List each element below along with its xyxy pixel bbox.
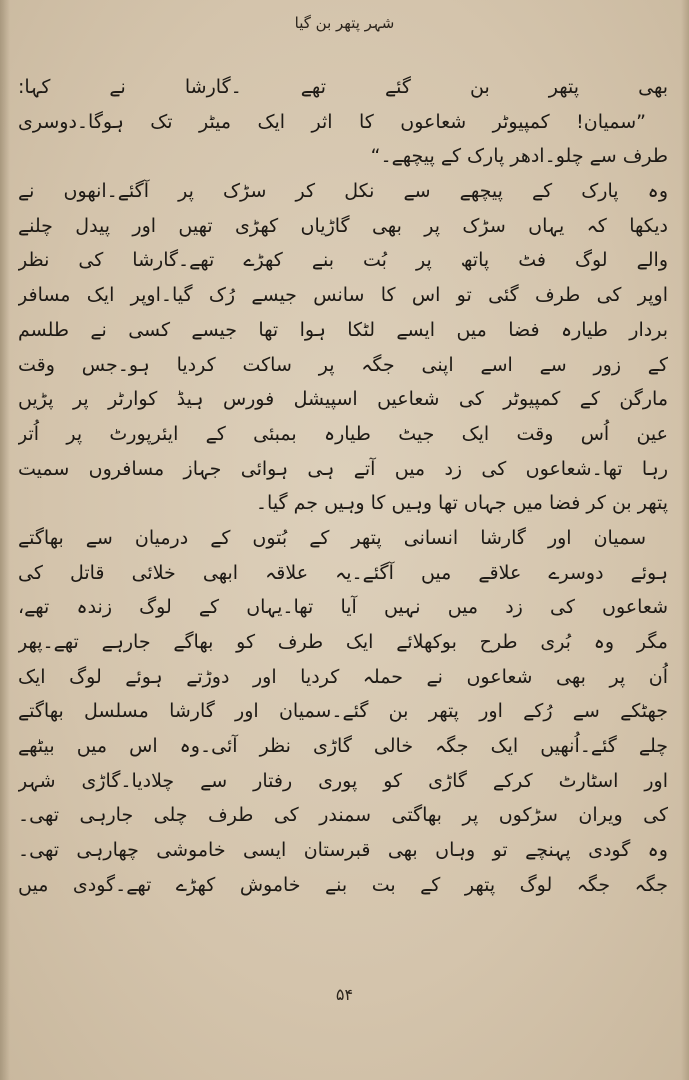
text-line: ”سمیان! کمپیوٹر شعاعوں کا اثر ایک میٹر تک ہوگا۔دوسری	[18, 110, 646, 133]
text-line: شعاعوں کی زد میں نہیں آیا تھا۔یہاں کے لوگ زندہ تھے،	[18, 596, 668, 619]
text-line: کے زور سے اسے اپنی جگہ پر ساکت کردیا ہو۔جس وقت	[18, 353, 668, 376]
text-line: اور اسٹارٹ کرکے گاڑی کو پوری رفتار سے چلادیا۔گاڑی شہر	[18, 769, 668, 792]
page-edge-shadow-right	[681, 0, 689, 1080]
page-number: ۵۴	[335, 985, 354, 1004]
body-text	[18, 70, 668, 975]
text-line: عین اُس وقت ایک جیٹ طیارہ بمبئی کے ایئرپورٹ پر اُتر	[18, 422, 668, 445]
text-line: طرف سے چلو۔ادھر پارک کے پیچھے۔“	[370, 145, 668, 168]
text-line: وہ گودی پہنچے تو وہاں بھی قبرستان ایسی خاموشی چھارہی تھی۔	[18, 839, 668, 862]
text-line: سمیان اور گارشا انسانی پتھر کے بُتوں کے درمیان سے بھاگتے	[18, 526, 646, 549]
text-line: بھی پتھر بن گئے تھے ۔گارشا نے کہا:	[18, 76, 668, 98]
text-line: والے لوگ فٹ پاتھ پر بُت بنے کھڑے تھے۔گارشا کی نظر	[18, 249, 668, 272]
text-line: بردار طیارہ فضا میں ایسے لٹکا ہوا تھا جیسے کسی نے طلسم	[18, 318, 668, 341]
running-head: شہر پتھر بن گیا	[294, 14, 395, 32]
text-line: اوپر کی طرف گئی تو اس کا سانس جیسے رُک گیا۔اوپر ایک مسافر	[18, 284, 668, 307]
text-line: دیکھا کہ یہاں سڑک پر بھی گاڑیاں کھڑی تھیں اور پیدل چلنے	[18, 214, 668, 237]
page-edge-shadow-left	[0, 0, 10, 1080]
text-line: اُن پر بھی شعاعوں نے حملہ کردیا اور دوڑتے ہوئے لوگ ایک	[18, 665, 668, 688]
text-line: مگر وہ بُری طرح بوکھلائے ایک طرف کو بھاگے جارہے تھے۔پھر	[18, 631, 668, 653]
text-line: وہ پارک کے پیچھے سے نکل کر سڑک پر آگئے۔انھوں نے	[18, 180, 668, 203]
text-line: جگہ جگہ لوگ پتھر کے بت بنے خاموش کھڑے تھے۔گودی میں	[18, 873, 668, 896]
text-line: چلے گئے۔اُنھیں ایک جگہ خالی گاڑی نظر آئی۔وہ اس میں بیٹھے	[18, 735, 668, 758]
text-line: مارگن کے کمپیوٹر کی شعاعیں اسپیشل فورس ہیڈ کوارٹر پر پڑیں	[18, 388, 668, 411]
text-line: جھٹکے سے رُکے اور پتھر بن گئے۔سمیان اور گارشا مسلسل بھاگتے	[18, 700, 668, 723]
text-line: رہا تھا۔شعاعوں کی زد میں آتے ہی ہوائی جہاز مسافروں سمیت	[18, 457, 668, 480]
text-line: کی ویران سڑکوں پر بھاگتی سمندر کی طرف چلی جارہی تھی۔	[18, 804, 668, 827]
text-line: پتھر بن کر فضا میں جہاں تھا وہیں کا وہیں جم گیا۔	[255, 492, 668, 515]
text-line: ہوئے دوسرے علاقے میں آگئے۔یہ علاقہ ابھی خلائی قاتل کی	[18, 561, 668, 584]
